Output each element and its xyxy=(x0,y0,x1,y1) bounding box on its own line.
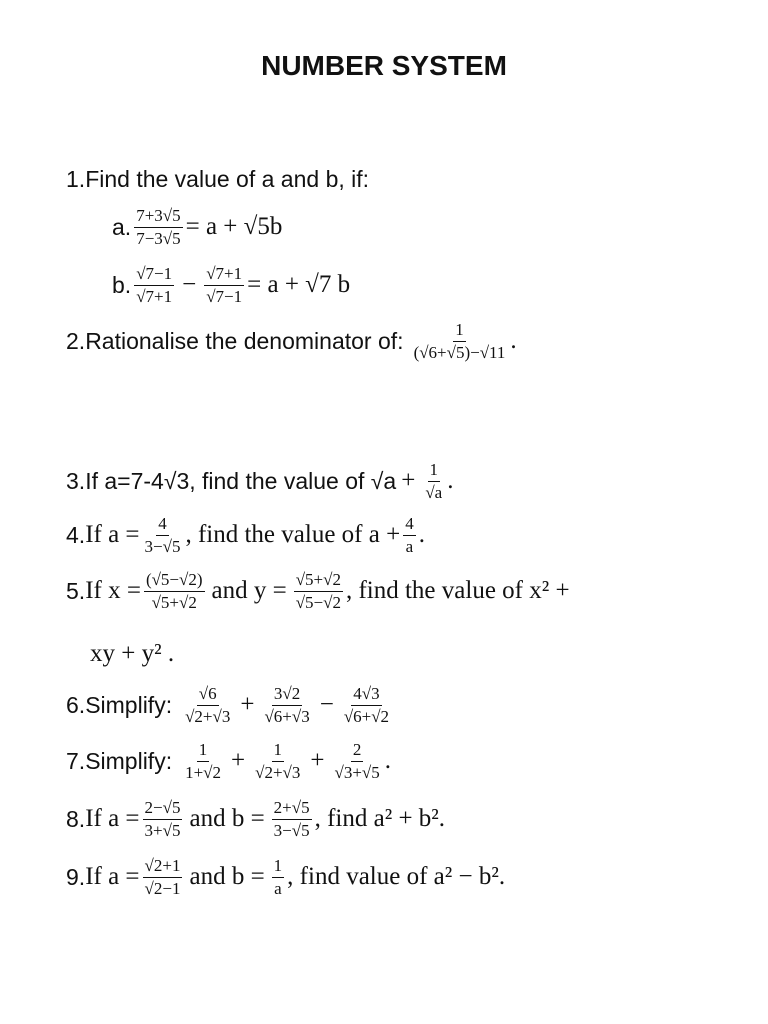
question-1a xyxy=(112,206,282,248)
denominator: √7−1 xyxy=(206,286,243,306)
denominator: √3+√5 xyxy=(334,762,380,782)
fraction xyxy=(403,514,416,556)
denominator: a xyxy=(274,878,282,898)
question-text-tail: , find the value of x² + xyxy=(345,577,570,605)
question-text-and: and b = xyxy=(189,805,265,833)
numerator: 4√3 xyxy=(351,684,381,706)
fraction xyxy=(134,206,182,248)
question-number: 9. xyxy=(66,863,86,890)
denominator: √2+√3 xyxy=(255,762,301,782)
end-mark: . xyxy=(418,521,425,549)
denominator: 7−3√5 xyxy=(136,228,181,248)
end-mark: . xyxy=(510,327,517,355)
fraction xyxy=(332,740,381,782)
question-text: If a = xyxy=(85,805,140,833)
fraction xyxy=(253,740,302,782)
fraction xyxy=(294,570,343,612)
fraction xyxy=(183,740,223,782)
question-1 xyxy=(66,166,369,193)
question-1b xyxy=(112,264,350,306)
question-text: Rationalise the denominator of: xyxy=(85,327,404,354)
denominator: 3−√5 xyxy=(273,820,310,840)
fraction xyxy=(272,798,312,840)
denominator: √5+√2 xyxy=(151,592,197,612)
question-2 xyxy=(66,320,517,362)
question-text: If a=7-4√3, find the value of √a xyxy=(85,467,397,494)
question-number: 7. xyxy=(66,747,86,774)
fraction xyxy=(412,320,508,362)
denominator: √6+√3 xyxy=(264,706,310,726)
part-label: a. xyxy=(112,213,132,240)
fraction xyxy=(262,684,311,726)
fraction xyxy=(143,798,183,840)
denominator: √7+1 xyxy=(136,286,173,306)
question-number: 5. xyxy=(66,577,86,604)
denominator: √2−1 xyxy=(144,878,181,898)
denominator: √6+√2 xyxy=(343,706,390,726)
numerator: √5+√2 xyxy=(294,570,343,592)
fraction xyxy=(342,684,391,726)
numerator: 1 xyxy=(453,320,466,342)
fraction xyxy=(143,856,183,898)
end-mark: . xyxy=(447,467,454,495)
fraction xyxy=(204,264,244,306)
equation-rhs: = a + √7 b xyxy=(247,271,351,299)
numerator: 3√2 xyxy=(272,684,302,706)
numerator: (√5−√2) xyxy=(144,570,205,592)
denominator: 3−√5 xyxy=(144,536,181,556)
question-8 xyxy=(66,798,445,840)
fraction xyxy=(423,460,444,502)
question-number: 6. xyxy=(66,691,86,718)
fraction xyxy=(272,856,285,898)
question-4 xyxy=(66,514,425,556)
question-number: 2. xyxy=(66,327,86,354)
operator: + xyxy=(240,691,255,719)
numerator: 4 xyxy=(403,514,416,536)
question-text: If x = xyxy=(85,577,141,605)
numerator: 4 xyxy=(156,514,169,536)
fraction xyxy=(183,684,232,726)
question-6 xyxy=(66,684,394,726)
numerator: √2+1 xyxy=(143,856,183,878)
numerator: 2+√5 xyxy=(272,798,312,820)
numerator: 1 xyxy=(272,740,285,762)
end-mark: . xyxy=(384,747,391,775)
numerator: 1 xyxy=(197,740,210,762)
question-number: 3. xyxy=(66,467,86,494)
operator: + xyxy=(310,747,325,775)
denominator: √2+√3 xyxy=(185,706,231,726)
question-3 xyxy=(66,460,453,502)
denominator: √a xyxy=(425,482,443,502)
fraction xyxy=(144,570,205,612)
numerator: 1 xyxy=(272,856,285,878)
denominator: 1+√2 xyxy=(185,762,222,782)
denominator: √5−√2 xyxy=(295,592,341,612)
operator: − xyxy=(319,691,334,719)
equation-rhs: = a + √5b xyxy=(185,213,283,241)
numerator: 7+3√5 xyxy=(134,206,182,228)
part-label: b. xyxy=(112,271,132,298)
denominator: a xyxy=(405,536,414,556)
question-7 xyxy=(66,740,391,782)
operator: + xyxy=(231,747,246,775)
question-9 xyxy=(66,856,505,898)
question-text-line2: xy + y² . xyxy=(90,640,175,667)
page-title: NUMBER SYSTEM xyxy=(261,50,507,81)
question-5-continuation xyxy=(90,640,174,668)
question-text-middle: , find the value of a + xyxy=(185,521,401,549)
denominator: (√6+√5)−√11 xyxy=(413,342,506,362)
question-text-tail: , find value of a² − b². xyxy=(287,863,506,891)
numerator: 2−√5 xyxy=(143,798,183,820)
denominator: 3+√5 xyxy=(144,820,181,840)
numerator: √7+1 xyxy=(204,264,244,286)
numerator: 2 xyxy=(351,740,364,762)
question-number: 8. xyxy=(66,805,86,832)
question-text: Simplify: xyxy=(85,691,173,718)
numerator: 1 xyxy=(428,460,441,482)
question-text: If a = xyxy=(85,863,140,891)
question-text: Find the value of a and b, if: xyxy=(85,166,370,192)
question-text-and: and y = xyxy=(211,577,287,605)
question-text-tail: , find a² + b². xyxy=(314,805,446,833)
question-number: 4. xyxy=(66,521,86,548)
operator: + xyxy=(401,467,416,495)
numerator: √7−1 xyxy=(134,264,174,286)
numerator: √6 xyxy=(197,684,219,706)
question-text-and: and b = xyxy=(189,863,265,891)
question-text: Simplify: xyxy=(85,747,173,774)
fraction xyxy=(134,264,174,306)
question-number: 1. xyxy=(66,166,86,192)
fraction xyxy=(143,514,183,556)
question-5 xyxy=(66,570,570,612)
operator: − xyxy=(182,271,197,299)
question-text: If a = xyxy=(85,521,140,549)
